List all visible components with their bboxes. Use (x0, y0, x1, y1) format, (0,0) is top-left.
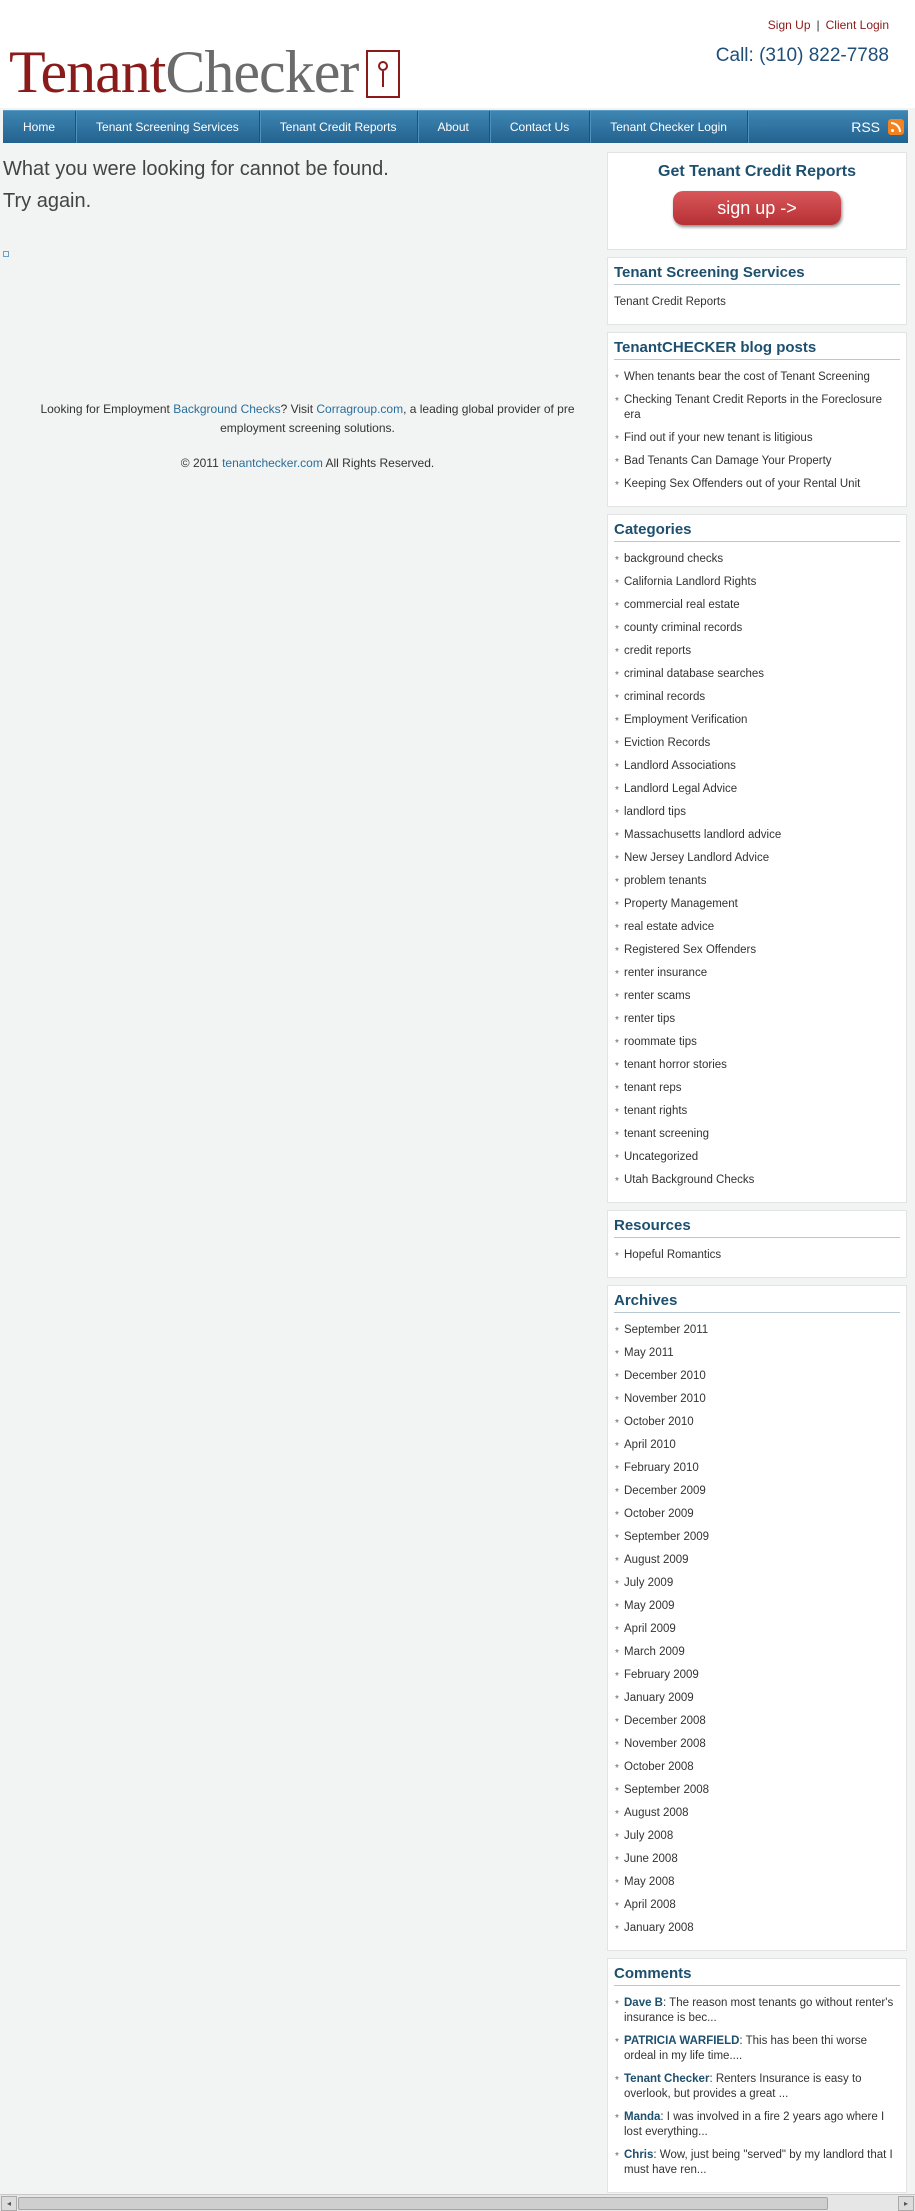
sidebar (607, 152, 907, 2200)
top-links-separator: | (816, 18, 820, 32)
archive-link[interactable]: * May 2008 (614, 1875, 900, 1890)
archive-link[interactable]: * December 2010 (614, 1369, 900, 1384)
rss-icon (888, 119, 904, 135)
copyright (20, 456, 595, 470)
category-link[interactable]: * California Landlord Rights (614, 575, 900, 590)
phone-number: Call: (310) 822-7788 (715, 45, 889, 66)
category-link[interactable]: * Utah Background Checks (614, 1173, 900, 1188)
logo-checker-text: Checker (165, 39, 359, 105)
top-links (768, 18, 889, 32)
broken-image-icon[interactable] (3, 251, 9, 257)
archive-link[interactable]: * May 2011 (614, 1346, 900, 1361)
blog-posts-widget (607, 332, 907, 507)
archive-link[interactable]: * October 2009 (614, 1507, 900, 1522)
archives-widget-title: Archives (614, 1292, 900, 1313)
not-found-message (3, 153, 389, 217)
archive-link[interactable]: * October 2010 (614, 1415, 900, 1430)
archives-widget (607, 1285, 907, 1951)
category-link[interactable]: * renter tips (614, 1012, 900, 1027)
archive-link[interactable]: * January 2008 (614, 1921, 900, 1936)
category-link[interactable]: * county criminal records (614, 621, 900, 636)
tenantchecker-link[interactable]: tenantchecker.com (222, 456, 323, 470)
comment-author[interactable]: Dave B (624, 1997, 663, 2009)
category-link[interactable]: * tenant horror stories (614, 1058, 900, 1073)
nav-item-home[interactable]: Home (3, 111, 76, 143)
archive-link[interactable]: * December 2009 (614, 1484, 900, 1499)
corragroup-link[interactable]: Corragroup.com (316, 402, 404, 416)
archive-link[interactable]: * June 2008 (614, 1852, 900, 1867)
rss-link[interactable] (851, 111, 904, 143)
category-link[interactable]: * Massachusetts landlord advice (614, 828, 900, 843)
category-link[interactable]: * Landlord Associations (614, 759, 900, 774)
category-link[interactable]: * tenant reps (614, 1081, 900, 1096)
client-login-link[interactable]: Client Login (825, 18, 889, 32)
comment-item[interactable] (614, 2034, 900, 2064)
category-link[interactable]: * Property Management (614, 897, 900, 912)
archive-link[interactable]: * July 2008 (614, 1829, 900, 1844)
keyhole-icon (366, 50, 400, 98)
archive-link[interactable]: * January 2009 (614, 1691, 900, 1706)
category-link[interactable]: * roommate tips (614, 1035, 900, 1050)
archive-link[interactable]: * November 2008 (614, 1737, 900, 1752)
category-link[interactable]: * Employment Verification (614, 713, 900, 728)
nav-item-tenant-checker-login[interactable]: Tenant Checker Login (590, 111, 748, 143)
nav-item-contact-us[interactable]: Contact Us (490, 111, 590, 143)
resource-link[interactable]: * Hopeful Romantics (614, 1248, 900, 1263)
rss-label: RSS (851, 119, 880, 135)
comments-widget-title: Comments (614, 1965, 900, 1986)
signup-button[interactable]: sign up -> (673, 191, 841, 225)
comment-author[interactable]: PATRICIA WARFIELD (624, 2035, 740, 2047)
comment-item[interactable] (614, 2110, 900, 2140)
category-link[interactable]: * Uncategorized (614, 1150, 900, 1165)
footer-promo (20, 400, 595, 438)
scroll-right-icon[interactable]: ▸ (898, 2196, 914, 2211)
comment-item[interactable] (614, 1996, 900, 2026)
archive-link[interactable]: * February 2010 (614, 1461, 900, 1476)
background-checks-link[interactable]: Background Checks (173, 402, 281, 416)
footer-promo-post: , a leading global provider of pre employment screening solutions. (220, 402, 575, 435)
copyright-post: All Rights Reserved. (322, 456, 435, 470)
not-found-line: What you were looking for cannot be found. (3, 158, 389, 180)
scroll-left-icon[interactable]: ◂ (1, 2196, 17, 2211)
category-link[interactable]: * criminal database searches (614, 667, 900, 682)
comments-widget (607, 1958, 907, 2193)
nav-item-tenant-credit-reports[interactable]: Tenant Credit Reports (260, 111, 418, 143)
blog-post-link[interactable]: * When tenants bear the cost of Tenant Screening (614, 370, 900, 385)
resources-widget-title: Resources (614, 1217, 900, 1238)
archive-link[interactable]: * April 2010 (614, 1438, 900, 1453)
footer-promo-mid: ? Visit (280, 402, 317, 416)
try-again-line: Try again. (3, 190, 92, 212)
site-logo[interactable] (9, 22, 400, 105)
blog-post-link[interactable]: * Checking Tenant Credit Reports in the Foreclosure era (614, 393, 900, 423)
category-link[interactable]: * credit reports (614, 644, 900, 659)
category-link[interactable]: * renter insurance (614, 966, 900, 981)
logo-tenant-text: Tenant (9, 39, 166, 105)
archive-link[interactable]: * April 2009 (614, 1622, 900, 1637)
categories-widget-title: Categories (614, 521, 900, 542)
blog-post-link[interactable]: * Bad Tenants Can Damage Your Property (614, 454, 900, 469)
archive-link[interactable]: * May 2009 (614, 1599, 900, 1614)
blog-post-link[interactable]: * Keeping Sex Offenders out of your Rental Unit (614, 477, 900, 492)
archive-link[interactable]: * March 2009 (614, 1645, 900, 1660)
comment-excerpt: : I was involved in a fire 2 years ago where I lost everything... (624, 2111, 885, 2138)
main-nav (3, 110, 908, 143)
scrollbar-thumb[interactable] (18, 2197, 828, 2210)
archive-link[interactable]: * February 2009 (614, 1668, 900, 1683)
signup-link[interactable]: Sign Up (767, 18, 811, 32)
comment-item[interactable] (614, 2148, 900, 2178)
archive-link[interactable]: * April 2008 (614, 1898, 900, 1913)
archive-link[interactable]: * October 2008 (614, 1760, 900, 1775)
archive-link[interactable]: * August 2008 (614, 1806, 900, 1821)
comment-author[interactable]: Tenant Checker (624, 2073, 710, 2085)
copyright-pre: © 2011 (180, 456, 223, 470)
blog-post-link[interactable]: * Find out if your new tenant is litigious (614, 431, 900, 446)
archive-link[interactable]: * September 2008 (614, 1783, 900, 1798)
category-link[interactable]: * New Jersey Landlord Advice (614, 851, 900, 866)
services-item[interactable]: Tenant Credit Reports (614, 296, 726, 308)
category-link[interactable]: * renter scams (614, 989, 900, 1004)
archive-link[interactable]: * September 2011 (614, 1323, 900, 1338)
comment-excerpt: : Renters Insurance is easy to overlook, but provides a great ... (624, 2073, 862, 2100)
comment-author[interactable]: Chris (624, 2149, 654, 2161)
signup-widget (607, 152, 907, 250)
archive-link[interactable]: * December 2008 (614, 1714, 900, 1729)
comment-excerpt: : This has been thi worse ordeal in my life time.... (624, 2035, 868, 2062)
archive-link[interactable]: * November 2010 (614, 1392, 900, 1407)
category-link[interactable]: * Registered Sex Offenders (614, 943, 900, 958)
archive-link[interactable]: * August 2009 (614, 1553, 900, 1568)
category-link[interactable]: * tenant rights (614, 1104, 900, 1119)
category-link[interactable]: * Landlord Legal Advice (614, 782, 900, 797)
category-link[interactable]: * background checks (614, 552, 900, 567)
categories-widget (607, 514, 907, 1203)
archive-link[interactable]: * September 2009 (614, 1530, 900, 1545)
category-link[interactable]: * criminal records (614, 690, 900, 705)
signup-widget-title: Get Tenant Credit Reports (658, 163, 856, 180)
services-widget (607, 257, 907, 325)
services-widget-title: Tenant Screening Services (614, 264, 900, 285)
comment-item[interactable] (614, 2072, 900, 2102)
nav-item-about[interactable]: About (418, 111, 490, 143)
category-link[interactable]: * real estate advice (614, 920, 900, 935)
comment-excerpt: : Wow, just being "served" by my landlord that I must have ren... (624, 2149, 893, 2176)
archive-link[interactable]: * July 2009 (614, 1576, 900, 1591)
category-link[interactable]: * landlord tips (614, 805, 900, 820)
horizontal-scrollbar[interactable] (0, 2194, 915, 2211)
site-header (0, 0, 915, 108)
comment-excerpt: : The reason most tenants go without renter's insurance is bec... (624, 1997, 894, 2024)
category-link[interactable]: * problem tenants (614, 874, 900, 889)
nav-item-tenant-screening-services[interactable]: Tenant Screening Services (76, 111, 260, 143)
category-link[interactable]: * Eviction Records (614, 736, 900, 751)
blog-posts-widget-title: TenantCHECKER blog posts (614, 339, 900, 360)
category-link[interactable]: * commercial real estate (614, 598, 900, 613)
comment-author[interactable]: Manda (624, 2111, 661, 2123)
resources-widget (607, 1210, 907, 1278)
category-link[interactable]: * tenant screening (614, 1127, 900, 1142)
footer-promo-pre: Looking for Employment (40, 402, 174, 416)
